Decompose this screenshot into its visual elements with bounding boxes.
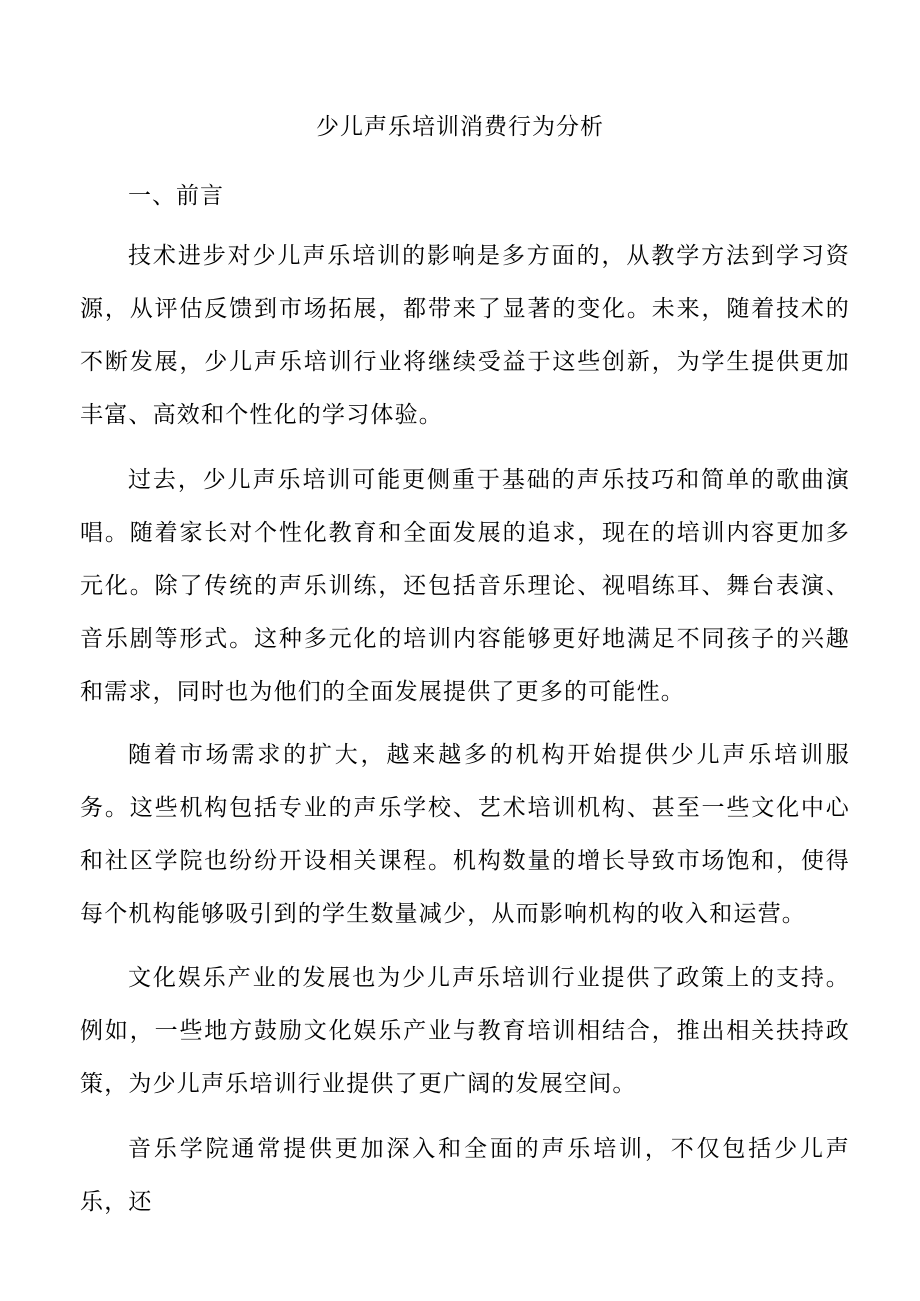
paragraph-music-academies: 音乐学院通常提供更加深入和全面的声乐培训，不仅包括少儿声乐，还 (80, 1136, 850, 1215)
document-title: 少儿声乐培训消费行为分析 (316, 114, 604, 140)
section-heading: 一、前言 (128, 183, 224, 209)
paragraph-content-diversification: 过去，少儿声乐培训可能更侧重于基础的声乐技巧和简单的歌曲演唱。随着家长对个性化教育和全面发展的追求，现在的培训内容更加多元化。除了传统的声乐训练，还包括音乐理论、视唱练耳、舞台表演、音乐剧等形式。这种多元化的培训内容能够更好地满足不同孩子的兴趣和需求，同时也为他们的全面发展提供了更多的可能性。 (80, 467, 850, 705)
paragraph-technology: 技术进步对少儿声乐培训的影响是多方面的，从教学方法到学习资源，从评估反馈到市场拓展，都带来了显著的变化。未来，随着技术的不断发展，少儿声乐培训行业将继续受益于这些创新，为学生提供更加丰富、高效和个性化的学习体验。 (80, 243, 850, 428)
paragraph-market-competition: 随着市场需求的扩大，越来越多的机构开始提供少儿声乐培训服务。这些机构包括专业的声乐学校、艺术培训机构、甚至一些文化中心和社区学院也纷纷开设相关课程。机构数量的增长导致市场饱和，使得每个机构能够吸引到的学生数量减少，从而影响机构的收入和运营。 (80, 742, 850, 927)
paragraph-policy-support: 文化娱乐产业的发展也为少儿声乐培训行业提供了政策上的支持。例如，一些地方鼓励文化娱乐产业与教育培训相结合，推出相关扶持政策，为少儿声乐培训行业提供了更广阔的发展空间。 (80, 965, 850, 1097)
